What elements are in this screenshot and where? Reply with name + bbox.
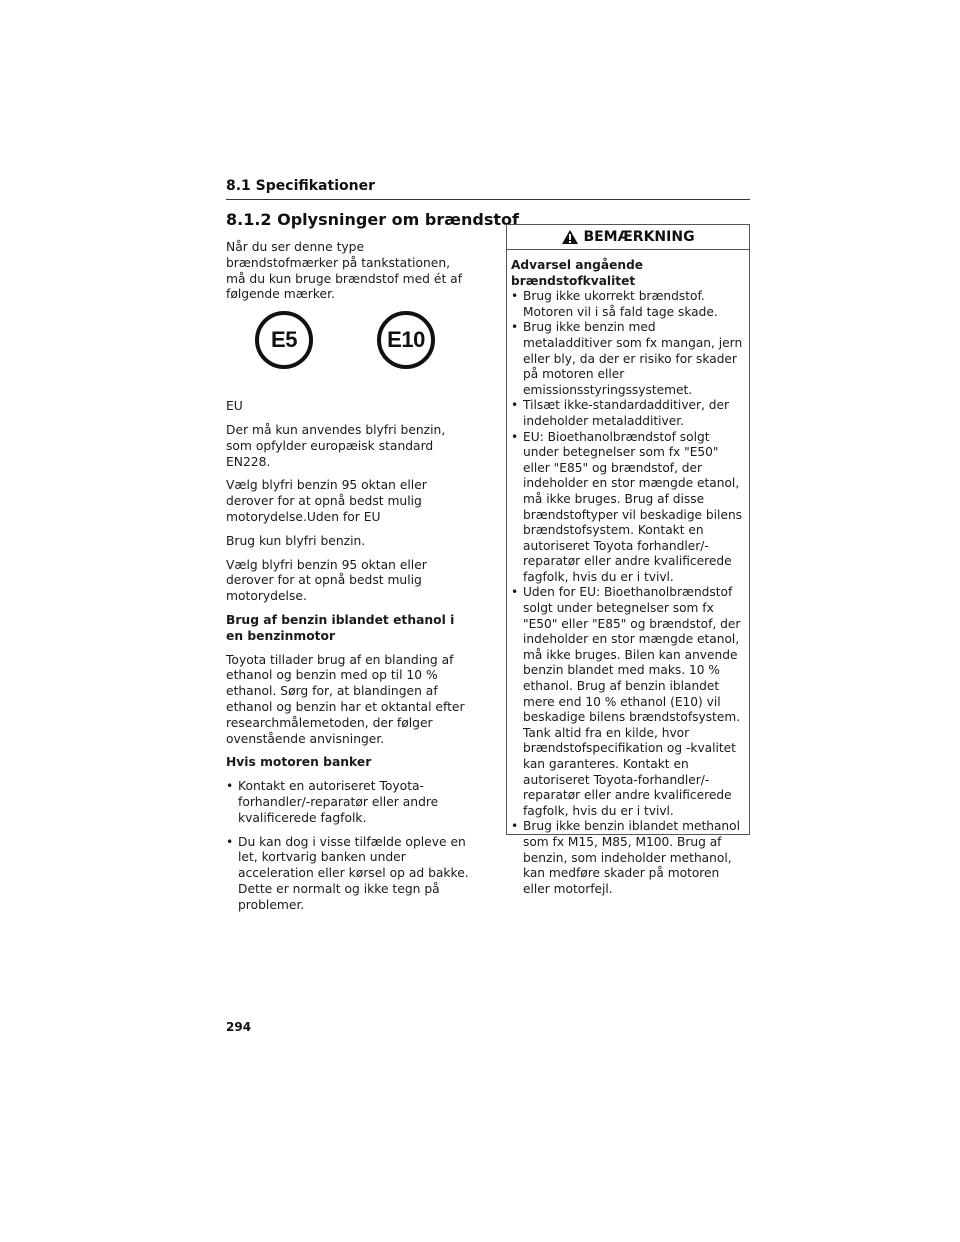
knock-list [226, 779, 470, 913]
notice-title: BEMÆRKNING [583, 229, 695, 245]
eu-paragraph: Der må kun anvendes blyfri benzin, som opfylder europæisk standard EN228. [226, 422, 446, 469]
notice-list [511, 289, 745, 897]
main-text-column [226, 240, 470, 922]
list-item: • Uden for EU: Bioethanolbrændstof solgt under betegnelser som fx "E50" eller "E85" og brændstof, der indeholder en stor mængde etanol, må ikke bruges. Bilen kan anvende benzin blandet med maks. 10 % ethanol. Brug af benzin iblandet mere end 10 % ethanol (E10) vil beskadige bilens brændstofsystem. Tank altid fra en kilde, hvor brændstofspecifikation og -kvalitet kan garanteres. Kontakt en autoriseret Toyota-forhandler/-reparatør eller andre kvalificerede fagfolk, hvis du er i tvivl. [511, 585, 745, 819]
page-title: 8.1.2 Oplysninger om brændstof [226, 210, 519, 229]
intro-paragraph: Når du ser denne type brændstofmærker på tankstationen, må du kun bruge brændstof med ét af følgende mærker. [226, 240, 463, 302]
knock-heading: Hvis motoren banker [226, 755, 372, 770]
section-header: 8.1 Specifikationer [226, 178, 375, 194]
list-item: • EU: Bioethanolbrændstof solgt under betegnelser som fx "E50" eller "E85" og brændstof, der indeholder en stor mængde etanol, må ikke bruges. Brug af disse brændstoftyper vil beskadige bilens brændstofsystem. Kontakt en autoriseret Toyota forhandler/-reparatør eller andre kvalificerede fagfolk, hvis du er i tvivl. [511, 430, 745, 586]
list-item: • Kontakt en autoriseret Toyota-forhandler/-reparatør eller andre kvalificerede fagfolk. [226, 779, 470, 826]
header-divider [226, 199, 750, 200]
ethanol-heading: Brug af benzin iblandet ethanol i en benzinmotor [226, 612, 455, 643]
list-item: • Brug ikke benzin iblandet methanol som fx M15, M85, M100. Brug af benzin, som indeholder methanol, kan medføre skader på motoren eller motorfejl. [511, 819, 745, 897]
fuel-badge-e10: E10 [377, 311, 435, 369]
fuel-label-badges [226, 311, 470, 383]
unleaded-paragraph: Brug kun blyfri benzin. [226, 533, 366, 548]
list-item: • Tilsæt ikke-standardadditiver, der indeholder metaladditiver. [511, 398, 745, 429]
fuel-badge-e5: E5 [255, 311, 313, 369]
list-item: • Du kan dog i visse tilfælde opleve en let, kortvarig banken under acceleration eller kørsel op ad bakke. Dette er normalt og ikke tegn på problemer. [226, 835, 470, 914]
warning-icon [561, 229, 579, 245]
notice-box [506, 224, 750, 896]
notice-header [507, 225, 749, 250]
page-number: 294 [226, 1020, 252, 1034]
eu-label: EU [226, 399, 243, 414]
list-item: • Brug ikke ukorrekt brændstof. Motoren vil i så fald tage skade. [511, 289, 745, 320]
octane-paragraph-1: Vælg blyfri benzin 95 oktan eller derover for at opnå bedst mulig motorydelse.Uden for EU [226, 478, 427, 524]
notice-subtitle: Advarsel angående brændstofkvalitet [511, 258, 644, 288]
notice-body [507, 250, 749, 897]
list-item: • Brug ikke benzin med metaladditiver som fx mangan, jern eller bly, da der er risiko for skader på motoren eller emissionsstyringssystemet. [511, 320, 745, 398]
octane-paragraph-2: Vælg blyfri benzin 95 oktan eller derover for at opnå bedst mulig motorydelse. [226, 557, 427, 604]
ethanol-paragraph: Toyota tillader brug af en blanding af ethanol og benzin med op til 10 % ethanol. Sørg for, at blandingen af ethanol og benzin har et oktantal efter researchmålemetoden, der følger ovenstående anvisninger. [226, 652, 465, 746]
